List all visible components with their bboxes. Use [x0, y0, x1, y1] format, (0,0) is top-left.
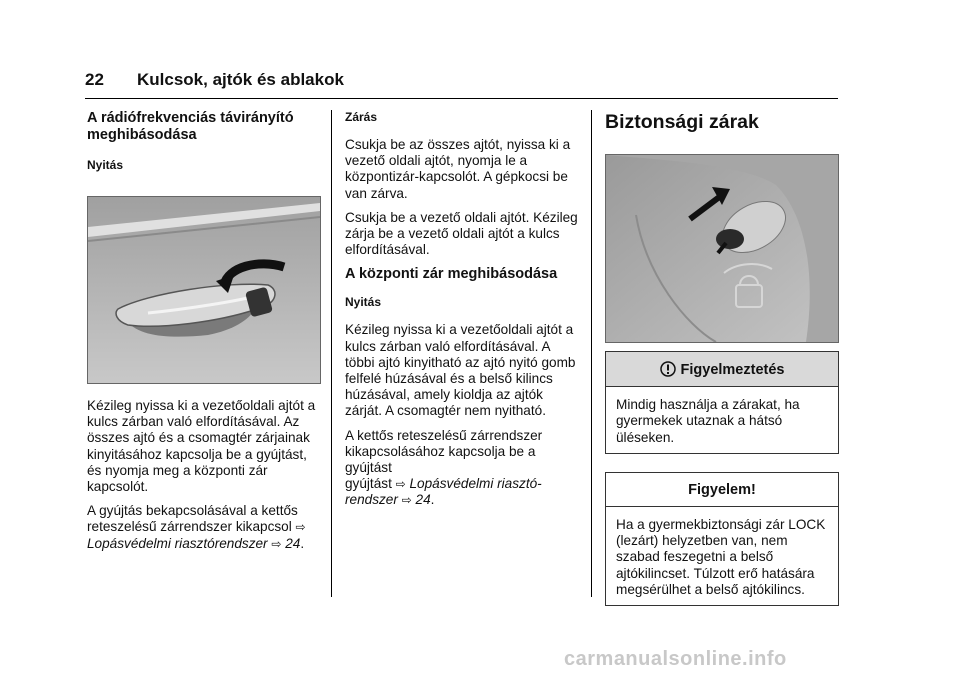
- page-reference-arrow-icon: ⇨: [271, 536, 282, 551]
- cross-reference-link[interactable]: Lopásvédelmi riasztó-: [409, 476, 542, 492]
- page-number: 22: [85, 70, 104, 89]
- column-1: [87, 110, 323, 560]
- watermark: carmanualsonline.info: [564, 648, 787, 670]
- col2-paragraph-1: Csukja be az összes ajtót, nyissa ki a vezető oldali ajtót, nyomja le a központizár-kapcsolót. A gépkocsi be van zárva.: [345, 137, 571, 201]
- notice-box: [605, 472, 839, 606]
- page-reference-arrow-icon: ⇨: [401, 493, 412, 508]
- cross-reference-link[interactable]: Lopásvédelmi riasztórendszer: [87, 535, 268, 551]
- subheading-unlocking-2: Nyitás: [345, 295, 382, 310]
- warning-text: Mindig használja a zárakat, ha gyermekek utaznak a hátsó üléseken.: [616, 397, 800, 445]
- header-rule: [85, 98, 838, 99]
- cross-reference-arrow-icon: ⇨: [395, 477, 406, 492]
- section-heading-child-locks: Biztonsági zárak: [605, 111, 759, 133]
- warning-icon: [660, 361, 676, 377]
- section-heading-remote-failure: A rádiófrekvenciás távirányító meghibásodása: [87, 110, 294, 143]
- subheading-unlocking: Nyitás: [87, 158, 124, 172]
- col1-paragraph-2: A gyújtás bekapcsolásával a kettős reteszelésű zárrendszer kikapcsol ⇨ Lopásvédelmi riasztórendszer ⇨ 24.: [87, 503, 306, 551]
- warning-box: [605, 351, 839, 454]
- cross-reference-link-cont[interactable]: rendszer: [345, 492, 398, 508]
- section-heading-central-lock-failure: A központi zár meghibásodása: [345, 266, 558, 283]
- column-divider-2: [591, 110, 592, 597]
- notice-title: Figyelem!: [688, 481, 756, 498]
- col2-paragraph-3: Kézileg nyissa ki a vezetőoldali ajtót a kulcs zárban való elfordításával. A többi ajtó kinyitható az ajtó nyitó gomb felfelé húzásával és a belső kilincs húzásával, amely kioldja az ajtók zárját. A csomagtér nem nyitható.: [345, 322, 576, 419]
- column-2: [345, 110, 581, 517]
- cross-reference-arrow-icon: ⇨: [295, 520, 306, 535]
- col2-paragraph-4: A kettős reteszelésű zárrendszer kikapcsolásához kapcsolja be a gyújtást gyújtást ⇨ Lopásvédelmi riasztó- rendszer ⇨ 24.: [345, 427, 543, 508]
- col1-paragraph-1: Kézileg nyissa ki a vezetőoldali ajtót a kulcs zárban való elfordításával. Az összes ajtó és a csomagtér zárjainak kinyitásához kapcsolja be a gyújtást, és nyomja meg a központi zár kapcsolót.: [87, 398, 316, 495]
- cross-reference-page[interactable]: 24: [285, 535, 301, 551]
- notice-header: [606, 473, 838, 507]
- cross-reference-page[interactable]: 24: [415, 492, 431, 508]
- child-lock-illustration: [605, 154, 839, 343]
- warning-header: [606, 352, 838, 387]
- door-handle-key-illustration: [87, 196, 321, 384]
- col2-paragraph-2: Csukja be a vezető oldali ajtót. Kézileg zárja be a vezető oldali ajtót a kulcs elfordításával.: [345, 209, 578, 258]
- column-3: [605, 110, 839, 606]
- chapter-title: Kulcsok, ajtók és ablakok: [137, 70, 344, 89]
- page-header: [85, 62, 838, 102]
- warning-title: Figyelmeztetés: [680, 362, 785, 378]
- subheading-locking: Zárás: [345, 110, 378, 124]
- notice-text: Ha a gyermekbiztonsági zár LOCK (lezárt) helyzetben van, nem szabad feszegetni a belső ajtókilincset. Túlzott erő hatására megsérülhet a belső ajtókilincs.: [616, 517, 826, 597]
- column-divider-1: [331, 110, 332, 597]
